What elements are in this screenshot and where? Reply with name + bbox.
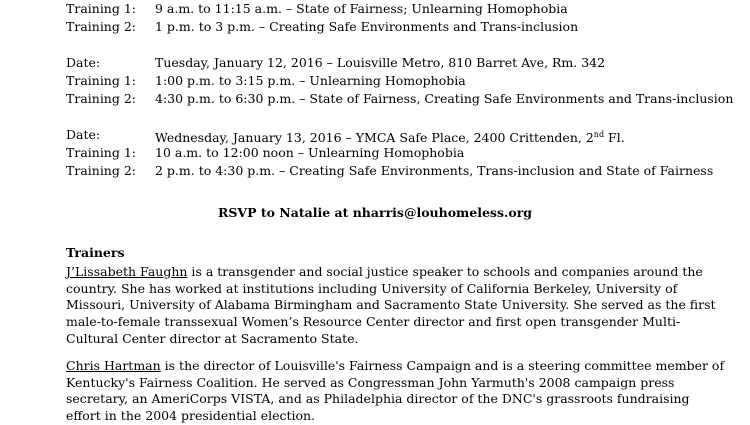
trainer-bio-hartman <box>66 358 724 425</box>
schedule-value: 1 p.m. to 3 p.m. – Creating Safe Environments and Trans-inclusion <box>155 19 579 34</box>
schedule-value: 9 a.m. to 11:15 a.m. – State of Fairness; Unlearning Homophobia <box>155 1 568 16</box>
schedule-value: 2 p.m. to 4:30 p.m. – Creating Safe Environments, Trans-inclusion and State of Fairness <box>155 163 714 178</box>
bio-line: male-to-female transsexual Women’s Resource Center director and first open transgender Multi- <box>66 314 681 330</box>
bio-line: secretary, an AmeriCorps VISTA, and as Philadelphia director of the DNC's grassroots fundraising <box>66 391 690 407</box>
schedule-label: Date: <box>66 127 101 142</box>
schedule-value: 4:30 p.m. to 6:30 p.m. – State of Fairness, Creating Safe Environments and Trans-inclusion <box>155 91 734 106</box>
bio-line: effort in the 2004 presidential election. <box>66 408 316 424</box>
schedule-value-text: Fl. <box>604 130 625 146</box>
ordinal-suffix: nd <box>593 130 605 139</box>
schedule-label: Training 2: <box>66 91 137 106</box>
rsvp-line: RSVP to Natalie at nharris@louhomeless.org <box>217 205 533 220</box>
trainer-name: Chris Hartman <box>66 358 161 373</box>
bio-line: Cultural Center director at Sacramento State. <box>66 330 359 346</box>
trainers-heading: Trainers <box>66 245 125 260</box>
schedule-value-text: Wednesday, January 13, 2016 – YMCA Safe Place, 2400 Crittenden, 2 <box>155 130 594 146</box>
bio-line: Missouri, University of Alabama Birmingham and Sacramento State University. She served as the first <box>66 297 716 313</box>
bio-line: country. She has worked at institutions including University of California Berkeley, University of <box>66 280 678 296</box>
schedule-label: Training 1: <box>66 1 137 16</box>
schedule-label: Training 1: <box>66 73 137 88</box>
schedule-label: Training 2: <box>66 19 137 34</box>
trainer-bio-faughn <box>66 264 716 348</box>
bio-line: Kentucky's Fairness Coalition. He served as Congressman John Yarmuth's 2008 campaign press <box>66 374 675 390</box>
bio-text: is the director of Louisville's Fairness Campaign and is a steering committee member of <box>160 358 725 373</box>
schedule-value: Tuesday, January 12, 2016 – Louisville Metro, 810 Barret Ave, Rm. 342 <box>155 55 606 70</box>
schedule-label: Training 1: <box>66 145 137 160</box>
bio-text: is a transgender and social justice speaker to schools and companies around the <box>187 264 703 279</box>
schedule-value: 10 a.m. to 12:00 noon – Unlearning Homophobia <box>155 145 465 160</box>
schedule-label: Training 2: <box>66 163 137 178</box>
schedule-label: Date: <box>66 55 101 70</box>
schedule-value: 1:00 p.m. to 3:15 p.m. – Unlearning Homophobia <box>155 73 466 88</box>
trainer-name: J’Lissabeth Faughn <box>66 264 188 279</box>
